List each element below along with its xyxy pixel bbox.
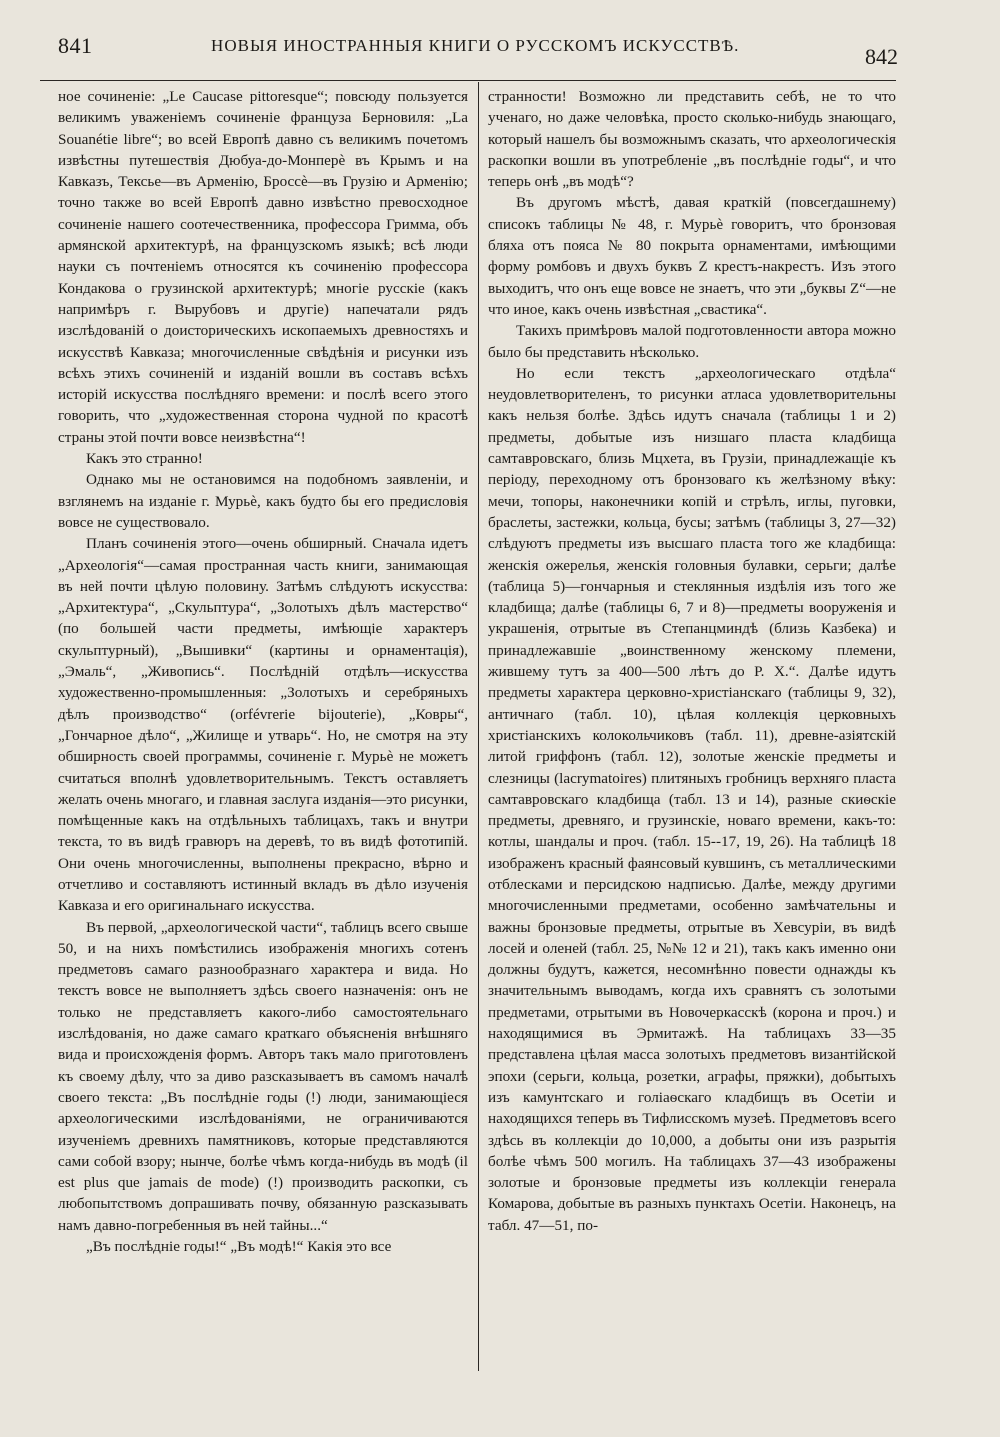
paragraph: Планъ сочиненія этого—очень обширный. Сначала идетъ „Археологія“—самая пространная часть книги, занимающая въ ней почти цѣлую половину. Затѣмъ слѣдуютъ искусства: „Архитектура“, „Скульптура“, „Золотыхъ дѣлъ мастерство“ (по большей части предметы, имѣющіе характеръ скульптурный), „Вышивки“ (картины и орнаментація), „Эмаль“, „Живопись“. Послѣдній отдѣлъ—искусства художественно-промышленныя: „Золотыхъ и серебряныхъ дѣлъ производство“ (orfévrerie bijouterie), „Ковры“, „Гончарное дѣло“, „Жилище и утварь“. Но, не смотря на эту обширность своей программы, сочиненіе г. Мурьè не можетъ считаться вполнѣ удовлетворительнымъ. Текстъ оставляетъ желать очень многаго, и главная заслуга изданія—это рисунки, помѣщенные какъ на отдѣльныхъ таблицахъ, такъ и внутри текста, то въ видѣ гравюръ на деревѣ, то въ видѣ фототипій. Они очень многочисленны, выполнены прекрасно, вѣрно и отчетливо и составляютъ истинный вкладъ въ дѣло изученія Кавказа и его оригинальнаго искусства. bbox=[58, 535, 468, 915]
running-title: НОВЫЯ ИНОСТРАННЫЯ КНИГИ О РУССКОМЪ ИСКУССТВѢ. bbox=[211, 36, 740, 55]
page-number-left: 841 bbox=[58, 33, 93, 58]
paragraph: Но если текстъ „археологическаго отдѣла“ неудовлетворителенъ, то рисунки атласа удовлетворительны какъ нельзя болѣе. Здѣсь идутъ сначала (таблицы 1 и 2) предметы, добытые изъ низшаго пласта кладбища самтавровскаго, близь Мцхета, въ Грузіи, принадлежащіе къ періоду, переходному отъ бронзоваго къ желѣзному вѣку: мечи, топоры, наконечники копій и стрѣлъ, иглы, пуговки, браслеты, застежки, кольца, бусы; затѣмъ (таблицы 3, 27—32) слѣдуютъ предметы изъ высшаго пласта того же кладбища: женскія ожерелья, женскія головныя булавки, серьги; далѣе (таблица 5)—гончарныя и стеклянныя издѣлія изъ того же кладбища; далѣе (таблицы 6, 7 и 8)—предметы вооруженія и украшенія, отрытые въ Степанцминдѣ (близь Казбека) и принадлежавшіе „воинственному женскому племени, жившему тутъ за 400—500 лѣтъ до Р. Х.“. Далѣе идутъ предметы характера церковно-христіанскаго (таблицы 9, 32), античнаго (табл. 10), цѣлая коллекція церковныхъ христіанскихъ колокольчиковъ (табл. 11), древне-азіятскій литой гриффонъ (табл. 12), золотые женскіе предметы и слезницы (lacrymatoires) плитяныхъ гробницъ верхняго пласта самтавровскаго кладбища (табл. 13 и 14), разные скиѳскіе предметы, древняго, и грузинскіе, новаго времени, какъ-то: котлы, шандалы и проч. (табл. 15--17, 19, 26). На таблицѣ 18 изображенъ красный фаянсовый кувшинъ, съ металлическими отблесками и персидскою надписью. Далѣе, между другими многочисленными предметами, особенно замѣчательны и важны бронзовые предметы, отрытые въ Хевсуріи, въ видѣ лосей и оленей (табл. 25, №№ 12 и 21), такъ какъ именно они должны будутъ, кажется, несомнѣнно повести однажды къ значительнымъ выводамъ, когда ихъ сравнятъ съ золотыми предметами, отрытыми въ Новочеркасскѣ (корона и проч.) и находящимися въ Эрмитажѣ. На таблицахъ 33—35 представлена цѣлая масса золотыхъ предметовъ византійской эпохи (серьги, кольца, розетки, аграфы, пряжки), добытыхъ изъ камунтскаго и голіаѳскаго кладбищъ въ Осетіи и находящихся теперь въ Тифлисскомъ музеѣ. Предметовъ всего здѣсь въ коллекціи до 10,000, а добыты они изъ разрытія болѣе чѣмъ 500 могилъ. На таблицахъ 37—43 изображены золотые и бронзовые предметы изъ коллекціи генерала Комарова, добытые въ разныхъ пунктахъ Осетіи. Наконецъ, на табл. 47—51, по- bbox=[488, 364, 896, 1234]
paragraph: Однако мы не остановимся на подобномъ заявленіи, и взглянемъ на изданіе г. Мурьè, какъ будто бы его предисловія вовсе не существовало. bbox=[58, 471, 468, 531]
paragraph: Въ другомъ мѣстѣ, давая краткій (повсегдашнему) списокъ таблицы № 48, г. Мурьè говоритъ, что бронзовая бляха отъ пояса № 80 покрыта орнаментами, имѣющими форму ромбовъ и двухъ буквъ Z крестъ-накрестъ. Изъ этого выходитъ, что онъ еще вовсе не знаетъ, что эти „буквы Z“—не что иное, какъ очень извѣстная „свастика“. bbox=[488, 194, 896, 318]
column-rule bbox=[478, 82, 479, 1371]
paragraph: Въ первой, „археологической части“, таблицъ всего свыше 50, и на нихъ помѣстились изображенія многихъ сотенъ предметовъ самаго разнообразнаго характера и вида. Но текстъ вовсе не выполняетъ здѣсь своего назначенія: онъ не только не представляетъ какого-либо самостоятельнаго изслѣдованія, но даже самаго краткаго объясненія внѣшняго вида и происхожденія формъ. Авторъ такъ мало приготовленъ къ своему дѣлу, что за диво разсказываетъ въ самомъ началѣ своего текста: „Въ послѣдніе годы (!) люди, занимающіеся археологическими изслѣдованіями, не ограничиваются изученіемъ древнихъ памятниковъ, которые представляются сами собой взору; нынче, болѣе чѣмъ когда-нибудь въ модѣ (il est plus que jamais de mode) (!) производить раскопки, съ любопытствомъ допрашивать почву, обязанную разсказывать намъ давно-погребенныя въ ней тайны...“ bbox=[58, 918, 468, 1234]
right-column bbox=[488, 86, 896, 1236]
paragraph: „Въ послѣдніе годы!“ „Въ модѣ!“ Какія это все bbox=[86, 1238, 392, 1256]
paragraph: странности! Возможно ли представить себѣ, не то что ученаго, но даже человѣка, просто сколько-нибудь знающаго, который нашелъ бы возможнымъ сказать, что археологическія раскопки вошли въ употребленіе „въ послѣдніе годы“, и что теперь онѣ „въ модѣ“? bbox=[488, 88, 896, 191]
left-column bbox=[58, 86, 468, 1257]
paragraph: Такихъ примѣровъ малой подготовленности автора можно было бы представить нѣсколько. bbox=[488, 322, 896, 361]
paragraph: ное сочиненіе: „Le Caucase pittoresque“; повсюду пользуется великимъ уваженіемъ сочиненіе француза Берновиля: „La Souanétie libre“; во всей Европѣ давно съ великимъ почетомъ извѣстны путешествія Дюбуа-до-Монперѐ въ Крымъ и на Кавказъ, Тексье—въ Арменію, Броссè—въ Грузію и Арменію; точно также во всей Европѣ давно извѣстно превосходное сочиненіе нашего соотечественника, профессора Гримма, объ армянской архитектурѣ, на французскомъ языкѣ; всѣ люди науки съ почтеніемъ относятся къ сочиненію профессора Кондакова о грузинской архитектурѣ; многіе русскіе (какъ напримѣръ г. Вырубовъ и другіе) напечатали рядъ изслѣдованій о доисторическихъ ископаемыхъ древностяхъ и искусствѣ Кавказа; многочисленные свѣдѣнія и рисунки изъ всѣхъ этихъ сочиненій и изданій вошли въ составъ всѣхъ исторій искусства послѣдняго времени: и послѣ всего этого говорить, что „художественная сторона чудной по красотѣ страны этой почти вовсе неизвѣстна“! bbox=[58, 88, 468, 446]
running-header bbox=[58, 30, 898, 62]
page-number-right: 842 bbox=[865, 44, 898, 69]
paragraph: Какъ это странно! bbox=[86, 450, 203, 468]
header-rule bbox=[40, 80, 896, 81]
